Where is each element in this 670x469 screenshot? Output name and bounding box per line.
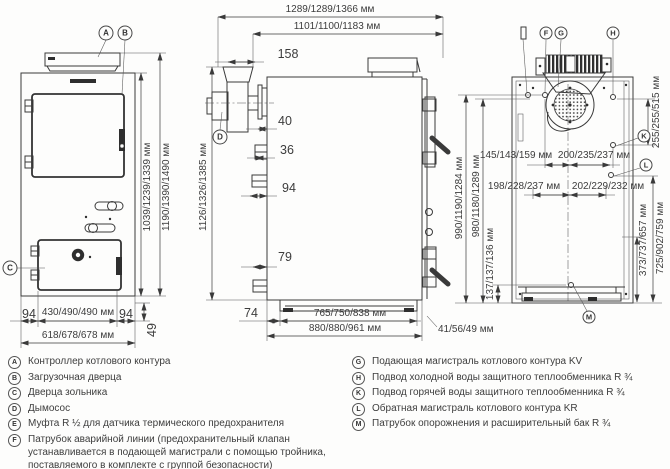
legend-label-g: Подающая магистраль котлового контура KV (372, 356, 583, 367)
loading-door (25, 94, 125, 177)
legend-label-h: Подвод холодной воды защитного теплообменника R ¾ (372, 371, 633, 383)
callout-a: A (99, 26, 114, 41)
callout-d: D (213, 130, 228, 145)
dim-side-94: 94 (282, 181, 296, 195)
dim-front-door-width: 430/490/490 мм (41, 307, 115, 318)
legend-label-l: Обратная магистраль котлового контура KR (372, 402, 578, 414)
legend-label-m: Патрубок опорожнения и расширительный бак R ¾ (372, 418, 611, 430)
legend-item-e (8, 417, 342, 431)
callout-g: G (555, 27, 568, 40)
legend-key-d: D (8, 403, 21, 416)
callout-f: F (540, 27, 553, 40)
callout-k: K (638, 130, 651, 143)
side-view-drawing (205, 17, 448, 341)
legend-key-f: F (8, 434, 21, 447)
legend-item-f (8, 433, 342, 469)
dim-back-255: 255/255/515 мм (651, 75, 662, 149)
dim-front-total-width: 618/678/678 мм (41, 330, 115, 341)
legend-label-k: Подвод горячей воды защитного теплообменника R ¾ (372, 387, 625, 399)
dim-side-79: 79 (278, 250, 292, 264)
legend-key-g: G (352, 356, 365, 369)
callout-l: L (640, 159, 653, 172)
legend-item-h (352, 371, 664, 385)
dim-back-202: 202/229/232 мм (571, 181, 645, 192)
legend-column-right (352, 355, 664, 433)
dim-side-rear-gap: 41/56/49 мм (438, 324, 494, 335)
flue-fan (205, 67, 274, 132)
dim-front-height-2: 1190/1390/1490 мм (161, 142, 172, 232)
dim-back-height-2: 980/1180/1289 мм (471, 154, 482, 238)
dim-side-height: 1126/1326/1385 мм (198, 142, 209, 232)
legend-item-k (352, 386, 664, 400)
dim-side-base-depth: 765/750/838 мм (313, 308, 387, 319)
connection-l (609, 173, 614, 178)
legend-key-c: C (8, 387, 21, 400)
legend-key-a: A (8, 356, 21, 369)
callout-m: M (583, 311, 596, 324)
legend-item-l (352, 402, 664, 416)
legend-column-left (8, 355, 342, 469)
dim-back-height-1: 990/1190/1284 мм (454, 156, 465, 240)
dim-back-725: 725/902/759 мм (655, 201, 666, 275)
controller-panel (45, 53, 120, 71)
dim-side-total-depth: 1289/1289/1366 мм (285, 4, 375, 15)
dim-side-40: 40 (278, 114, 292, 128)
dim-back-373: 373/737/657 мм (638, 203, 649, 277)
dim-side-36: 36 (280, 143, 294, 157)
legend-item-a (8, 355, 342, 369)
legend-item-d (8, 402, 342, 416)
dim-back-height-m: 137/137/136 мм (485, 227, 496, 301)
air-lever-handles (85, 202, 123, 233)
legend-label-b: Загрузочная дверца (28, 371, 122, 383)
legend-label-c: Дверца зольника (28, 387, 108, 399)
legend-key-m: M (352, 418, 365, 431)
fan-housing (546, 81, 594, 131)
dim-side-full-depth: 880/880/961 мм (308, 323, 382, 334)
legend-item-g (352, 355, 664, 369)
brand-plate (70, 79, 96, 83)
connection-f (543, 93, 548, 98)
callout-b: B (118, 26, 133, 41)
legend-item-c (8, 386, 342, 400)
legend-label-d: Дымосос (28, 402, 71, 414)
dim-front-height-1: 1039/1239/1339 мм (142, 142, 153, 232)
dim-front-plinth: 49 (145, 323, 159, 337)
legend-label-a: Контроллер котлового контура (28, 356, 171, 367)
dim-side-flue: 158 (277, 47, 299, 61)
legend-label-f: Патрубок аварийной линии (предохранительный клапан устанавливается в подающей магистрали с помощью тройника, поставляемого в комплекте с группой безопасности) (28, 433, 326, 469)
legend-label-e: Муфта R ½ для датчика термического предохранителя (28, 418, 285, 430)
dim-side-body-depth: 1101/1100/1183 мм (293, 21, 381, 32)
controller-panel-side (368, 58, 420, 77)
dim-front-offset-right: 94 (119, 307, 133, 321)
legend-key-h: H (352, 372, 365, 385)
dim-front-offset-left: 94 (22, 307, 36, 321)
legend-key-l: L (352, 403, 365, 416)
callout-c: C (3, 261, 18, 276)
dim-back-200: 200/235/237 мм (557, 150, 631, 161)
callout-h: H (607, 27, 620, 40)
legend-item-m (352, 417, 664, 431)
ash-door (31, 240, 122, 290)
dim-back-145: 145/143/159 мм (479, 150, 553, 161)
legend-key-b: B (8, 372, 21, 385)
legend-item-b (8, 371, 342, 385)
legend-key-e: E (8, 418, 21, 431)
connection-k (611, 143, 616, 148)
sensor-well-symbol (521, 27, 526, 39)
dim-back-198: 198/228/237 мм (487, 181, 561, 192)
connection-h (611, 95, 616, 100)
blower-motor (536, 55, 611, 94)
legend-key-k: K (352, 387, 365, 400)
dim-side-74: 74 (244, 306, 258, 320)
